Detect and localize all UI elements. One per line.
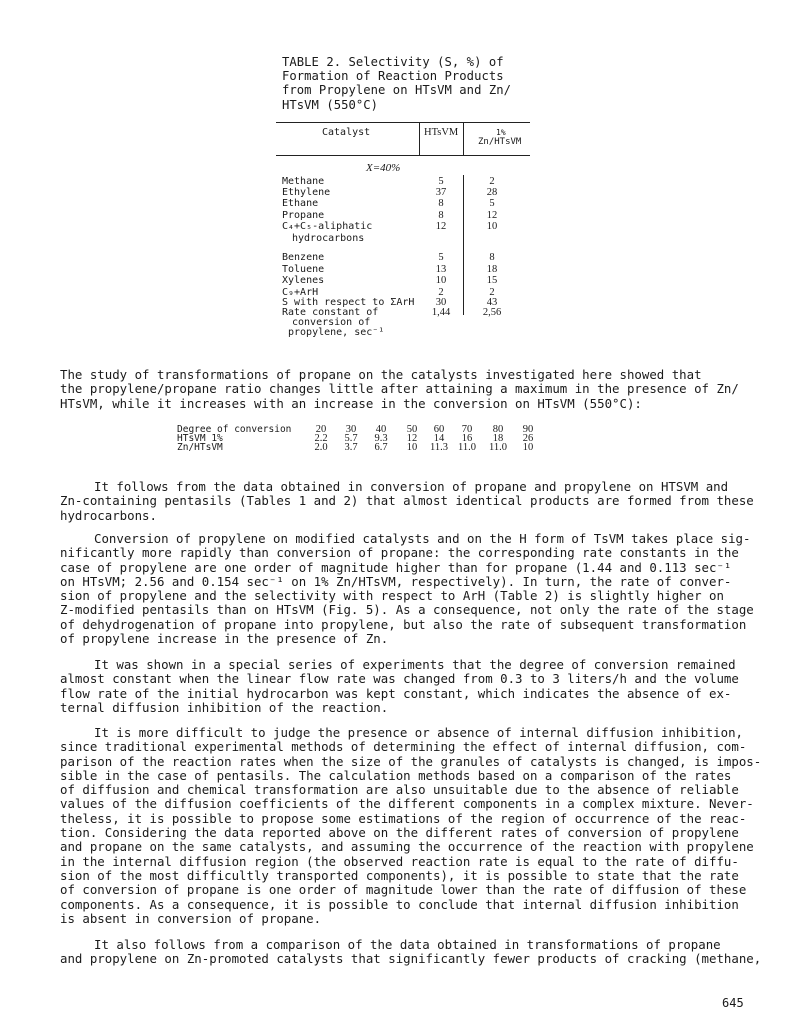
ratio-table-row-label: Degree of conversion — [177, 424, 292, 435]
ratio-table-cell: 10 — [406, 442, 418, 453]
table2-cell-htsvm: 13 — [435, 264, 447, 275]
ratio-table-cell: 70 — [461, 424, 473, 435]
text-line: the propylene/propane ratio changes little after attaining a maximum in the presence of Zn/ — [60, 381, 739, 397]
table2-cell-zn-htsvm: 8 — [489, 252, 495, 263]
ratio-table-cell: 3.7 — [344, 442, 358, 453]
table2-col-zn-percent: 1% — [496, 128, 506, 137]
ratio-table-cell: 6.7 — [374, 442, 388, 453]
paragraph-4 — [60, 658, 760, 715]
text-line: It also follows from a comparison of the data obtained in transformations of propane — [94, 937, 721, 952]
table2-row-label: C₄+C₅-aliphatic — [282, 221, 373, 232]
caption-line: Formation of Reaction Products — [282, 69, 504, 84]
table2-col-htsvm: HTsVM — [424, 127, 459, 138]
text-line: It was shown in a special series of experiments that the degree of conversion remained — [94, 657, 736, 672]
table2-row-label: Rate constant of — [282, 307, 379, 318]
ratio-table-cell: 18 — [492, 433, 504, 444]
table2-row-label: Toluene — [282, 264, 325, 275]
table2-cell-zn-htsvm: 5 — [489, 198, 495, 209]
table2-top-rule — [276, 122, 530, 123]
paragraph-2 — [60, 480, 760, 523]
table2-header-divider-1 — [419, 122, 420, 155]
text-line: of conversion of propane is one order of magnitude lower than the rate of diffusion of these — [60, 882, 747, 898]
table2-cell-htsvm: 5 — [438, 252, 444, 263]
ratio-table-cell: 60 — [433, 424, 445, 435]
table2-row-label: Methane — [282, 176, 325, 187]
text-line: It is more difficult to judge the presence or absence of internal diffusion inhibition, — [94, 725, 744, 740]
caption-line: TABLE 2. Selectivity (S, %) of — [282, 55, 504, 69]
table2-cell-zn-htsvm: 15 — [486, 275, 498, 286]
text-line: case of propylene are one order of magnitude higher than for propane (1.44 and 0.113 sec⁻¹ — [60, 559, 732, 575]
table2-cell-zn-htsvm: 10 — [486, 221, 498, 232]
table2-row-label: Xylenes — [282, 275, 325, 286]
text-line: Z-modified pentasils than on HTsVM (Fig. 5). As a consequence, not only the rate of the stage — [60, 602, 754, 618]
paragraph-1 — [60, 368, 760, 411]
ratio-table-cell: 9.3 — [374, 433, 388, 444]
table2-cell-htsvm: 30 — [435, 297, 447, 308]
ratio-table-cell: 16 — [461, 433, 473, 444]
ratio-table-cell: 90 — [522, 424, 534, 435]
text-line: flow rate of the initial hydrocarbon was kept constant, which indicates the absence of ex- — [60, 685, 732, 701]
table2-col-zn-htsvm: Zn/HTsVM — [478, 137, 522, 147]
ratio-table-cell: 30 — [345, 424, 357, 435]
table2-caption — [282, 55, 542, 112]
table2-cell-htsvm: 8 — [438, 210, 444, 221]
ratio-table-cell: 40 — [375, 424, 387, 435]
table2-row-label: propylene, sec⁻¹ — [288, 327, 385, 338]
paragraph-6 — [60, 938, 760, 967]
table2-row-label: Ethylene — [282, 187, 331, 198]
text-line: tion. Considering the data reported above on the different rates of conversion of propylene — [60, 825, 739, 841]
ratio-table-row-label: HTsVM 1% — [177, 433, 223, 444]
table2-cell-htsvm: 1,44 — [431, 307, 451, 318]
table2-cell-htsvm: 12 — [435, 221, 447, 232]
ratio-table-cell: 80 — [492, 424, 504, 435]
ratio-table-cell: 2.2 — [314, 433, 328, 444]
text-line: and propane on the same catalysts, and assuming the occurrence of the reaction with propylene — [60, 839, 754, 855]
text-line: of diffusion and chemical transformation are also unsuitable due to the absence of reliable — [60, 782, 739, 798]
text-line: in the internal diffusion region (the observed reaction rate is equal to the rate of diffu- — [60, 853, 739, 869]
text-line: on HTsVM; 2.56 and 0.154 sec⁻¹ on 1% Zn/HTsVM, respectively). In turn, the rate of conver- — [60, 573, 732, 589]
text-line: nificantly more rapidly than conversion of propane: the corresponding rate constants in the — [60, 545, 739, 561]
page-number: 645 — [722, 996, 744, 1010]
table2-row-label: Benzene — [282, 252, 325, 263]
text-line: hydrocarbons. — [60, 507, 157, 523]
text-line: sion of the most difficultly transported components), it is possible to state that the rate — [60, 867, 739, 883]
table2-row-label: S with respect to ΣArH — [282, 297, 415, 308]
table2-row-label: Propane — [282, 210, 325, 221]
table2-cell-zn-htsvm: 2 — [489, 287, 495, 298]
ratio-table-cell: 26 — [522, 433, 534, 444]
table2-row-label: C₉+ArH — [282, 287, 319, 298]
table2-row-label: hydrocarbons — [292, 233, 365, 244]
ratio-table-cell: 12 — [406, 433, 418, 444]
text-line: values of the diffusion coefficients of the different components in a complex mixture. Never- — [60, 796, 754, 812]
table2-cell-htsvm: 8 — [438, 198, 444, 209]
table2-cell-zn-htsvm: 43 — [486, 297, 498, 308]
table2-cell-zn-htsvm: 12 — [486, 210, 498, 221]
table2-cell-zn-htsvm: 18 — [486, 264, 498, 275]
text-line: sion of propylene and the selectivity with respect to ArH (Table 2) is slightly higher on — [60, 588, 724, 604]
table2-cell-zn-htsvm: 2,56 — [482, 307, 502, 318]
text-line: HTsVM, while it increases with an increase in the conversion on HTsVM (550°C): — [60, 395, 642, 411]
text-line: The study of transformations of propane on the catalysts investigated here showed that — [60, 367, 702, 382]
ratio-table-cell: 10 — [522, 442, 534, 453]
text-line: of dehydrogenation of propane into propylene, but also the rate of subsequent transformation — [60, 616, 747, 632]
text-line: ternal diffusion inhibition of the reaction. — [60, 699, 389, 715]
ratio-table-cell: 5.7 — [344, 433, 358, 444]
ratio-table-cell: 20 — [315, 424, 327, 435]
caption-line: HTsVM (550°C) — [282, 97, 379, 112]
table2-conversion-label: X=40% — [366, 162, 401, 174]
text-line: since traditional experimental methods of determining the effect of internal diffusion, com- — [60, 739, 747, 755]
table2-body-divider — [463, 175, 464, 315]
text-line: Zn-containing pentasils (Tables 1 and 2) that almost identical products are formed from these — [60, 493, 754, 509]
text-line: and propylene on Zn-promoted catalysts that significantly fewer products of cracking (methane, — [60, 951, 762, 967]
caption-line: from Propylene on HTsVM and Zn/ — [282, 83, 512, 98]
ratio-table-row-label: Zn/HTsVM — [177, 442, 223, 453]
text-line: of propylene increase in the presence of Zn. — [60, 631, 389, 647]
table2-cell-htsvm: 2 — [438, 287, 444, 298]
paragraph-5 — [60, 726, 760, 926]
text-line: parison of the reaction rates when the size of the granules of catalysts is changed, is impos- — [60, 753, 762, 769]
text-line: almost constant when the linear flow rate was changed from 0.3 to 3 liters/h and the volume — [60, 671, 739, 687]
text-line: components. As a consequence, it is possible to conclude that internal diffusion inhibition — [60, 896, 739, 912]
ratio-table-cell: 2.0 — [314, 442, 328, 453]
text-line: is absent in conversion of propane. — [60, 910, 322, 926]
table2-col-catalyst: Catalyst — [322, 127, 371, 138]
table2-row-label: conversion of — [292, 317, 371, 328]
ratio-table-cell: 11.3 — [430, 442, 448, 453]
ratio-table-cell: 14 — [433, 433, 445, 444]
text-line: It follows from the data obtained in conversion of propane and propylene on HTSVM and — [94, 479, 729, 494]
table2-header-divider-2 — [463, 122, 464, 155]
ratio-table-cell: 11.0 — [489, 442, 507, 453]
text-line: sible in the case of pentasils. The calculation methods based on a comparison of the rates — [60, 767, 732, 783]
table2-cell-htsvm: 10 — [435, 275, 447, 286]
table2-cell-zn-htsvm: 2 — [489, 176, 495, 187]
text-line: theless, it is possible to propose some estimations of the region of occurrence of the reac- — [60, 810, 747, 826]
table2-header-rule — [276, 155, 530, 156]
table2-cell-htsvm: 37 — [435, 187, 447, 198]
ratio-table-cell: 50 — [406, 424, 418, 435]
ratio-table-cell: 11.0 — [458, 442, 476, 453]
table2-row-label: Ethane — [282, 198, 319, 209]
paragraph-3 — [60, 532, 760, 646]
text-line: Conversion of propylene on modified catalysts and on the H form of TsVM takes place sig- — [94, 531, 751, 546]
table2-cell-htsvm: 5 — [438, 176, 444, 187]
table2-cell-zn-htsvm: 28 — [486, 187, 498, 198]
